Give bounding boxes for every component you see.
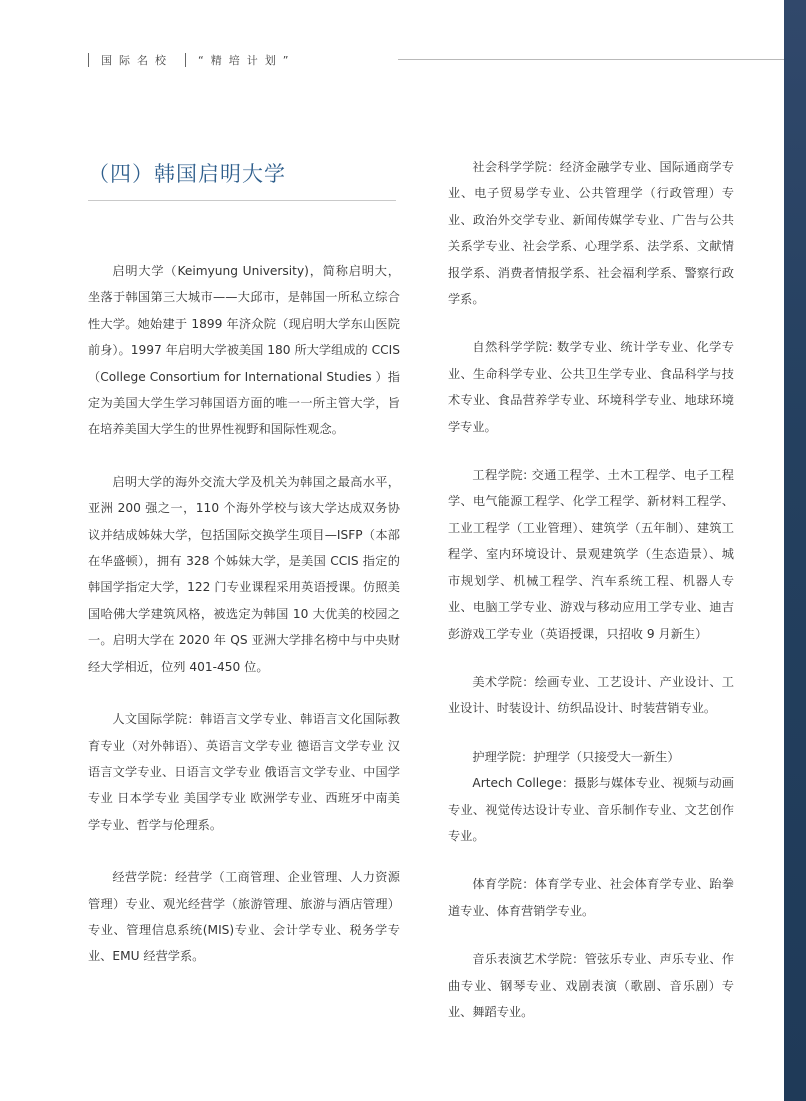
header-program: “精培计划” (198, 54, 296, 67)
header-divider (185, 53, 186, 67)
header-school: 国际名校 (101, 54, 173, 67)
header-rule (398, 59, 784, 60)
header-divider (88, 53, 89, 67)
paragraph-engineering: 工程学院: 交通工程学、土木工程学、电子工程学、电气能源工程学、化学工程学、新材料工程学、工业工程学（工业管理）、建筑学（五年制）、建筑工程学、室内环境设计、景观建筑学（生态造景）、城市规划学、机械工程学、汽车系统工程、机器人专业、电脑工学专业、游戏与移动应用工学专业、迪吉彭游戏工学专业（英语授课，只招收 9 月新生） (448, 468, 734, 641)
left-column (88, 258, 400, 970)
paragraph-music: 音乐表演艺术学院：管弦乐专业、声乐专业、作曲专业、钢琴专业、戏剧表演（歌剧、音乐剧）专业、舞蹈专业。 (448, 952, 734, 1019)
paragraph-social-sciences: 社会科学学院：经济金融学专业、国际通商学专业、电子贸易学专业、公共管理学（行政管理）专业、政治外交学专业、新闻传媒学专业、广告与公共关系学专业、社会学系、心理学系、法学系、文献情报学系、消费者情报学系、社会福利学系、警察行政学系。 (448, 160, 734, 307)
title-rule (88, 200, 396, 201)
paragraph-fine-arts: 美术学院：绘画专业、工艺设计、产业设计、工业设计、时装设计、纺织品设计、时装营销专业。 (448, 674, 734, 716)
paragraph-exchange: 启明大学的海外交流大学及机关为韩国之最高水平，亚洲 200 强之一，110 个海外学校与该大学达成双务协议并结成姊妹大学，包括国际交换学生项目—ISFP（本部在华盛顿），拥有 328 个姊妹大学，是美国 CCIS 指定的韩国学指定大学，122 门专业课程采用英语授课。仿照美国哈佛大学建筑风格，被选定为韩国 10 大优美的校园之一。启明大学在 2020 年 QS 亚洲大学排名榜中与中央财经大学相近，位列 401-450 位。 (88, 474, 400, 674)
paragraph-sports: 体育学院：体育学专业、社会体育学专业、跆拳道专业、体育营销学专业。 (448, 877, 734, 918)
paragraph-artech: Artech College：摄影与媒体专业、视频与动画专业、视觉传达设计专业、音乐制作专业、文艺创作专业。 (448, 776, 734, 843)
paragraph-nursing: 护理学院：护理学（只接受大一新生） (472, 749, 680, 764)
right-column (448, 154, 734, 1025)
paragraph-humanities: 人文国际学院：韩语言文学专业、韩语言文化国际教育专业（对外韩语）、英语言文学专业 德语言文学专业 汉语言文学专业、日语言文学专业 俄语言文学专业、中国学专业 日本学专业 美国学专业 欧洲学专业、西班牙中南美学专业、哲学与伦理系。 (88, 712, 400, 832)
paragraph-natural-sciences: 自然科学学院: 数学专业、统计学专业、化学专业、生命科学专业、公共卫生学专业、食品科学与技术专业、食品营养学专业、环境科学专业、地球环境学专业。 (448, 340, 734, 434)
page-edge-strip (784, 0, 806, 1101)
paragraph-business: 经营学院：经营学（工商管理、企业管理、人力资源管理）专业、观光经营学（旅游管理、旅游与酒店管理）专业、管理信息系统(MIS)专业、会计学专业、税务学专业、EMU 经营学系。 (88, 870, 400, 964)
running-header (88, 50, 295, 70)
paragraph-intro: 启明大学（Keimyung University)，简称启明大，坐落于韩国第三大城市——大邱市，是韩国一所私立综合性大学。她始建于 1899 年济众院（现启明大学东山医院前身）。1997 年启明大学被美国 180 所大学组成的 CCIS（College Consortium for International Studies ）指定为美国大学生学习韩国语方面的唯一一所主管大学，旨在培养美国大学生的世界性视野和国际性观念。 (88, 264, 400, 437)
section-title: （四）韩国启明大学 (88, 162, 286, 186)
